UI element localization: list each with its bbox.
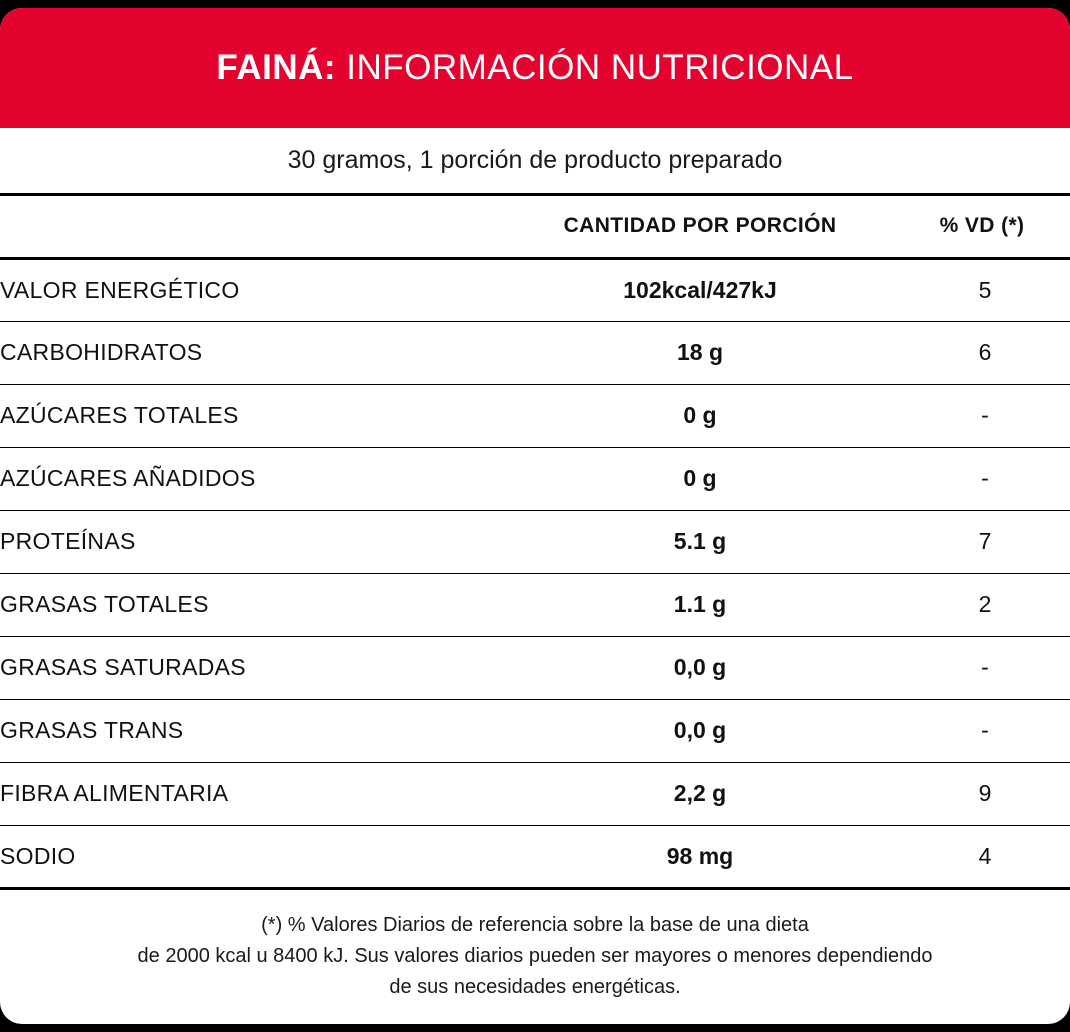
table-row: [0, 321, 1070, 384]
nutrient-name: AZÚCARES AÑADIDOS: [0, 447, 500, 510]
footnote-line-3: de sus necesidades energéticas.: [389, 975, 681, 998]
nutrient-name: FIBRA ALIMENTARIA: [0, 762, 500, 825]
nutrient-daily-value: 5: [900, 258, 1070, 321]
label-header: [0, 8, 1070, 128]
table-row: [0, 573, 1070, 636]
nutrient-daily-value: -: [900, 699, 1070, 762]
nutrient-daily-value: 6: [900, 321, 1070, 384]
nutrient-name: CARBOHIDRATOS: [0, 321, 500, 384]
nutrient-amount: 1.1 g: [500, 573, 900, 636]
serving-size-row: [0, 128, 1070, 196]
table-row: [0, 258, 1070, 321]
table-row: [0, 636, 1070, 699]
nutrient-amount: 2,2 g: [500, 762, 900, 825]
footnote-line-1: (*) % Valores Diarios de referencia sobre la base de una dieta: [261, 913, 809, 936]
nutrition-table-body: [0, 258, 1070, 888]
nutrient-amount: 5.1 g: [500, 510, 900, 573]
nutrient-name: VALOR ENERGÉTICO: [0, 258, 500, 321]
nutrient-amount: 102kcal/427kJ: [500, 258, 900, 321]
table-header-row: [0, 196, 1070, 258]
nutrition-table: [0, 196, 1070, 890]
nutrient-amount: 18 g: [500, 321, 900, 384]
table-row: [0, 762, 1070, 825]
nutrient-name: GRASAS TRANS: [0, 699, 500, 762]
nutrient-name: GRASAS SATURADAS: [0, 636, 500, 699]
nutrient-daily-value: 4: [900, 825, 1070, 888]
column-header-daily-value: % VD (*): [900, 196, 1070, 258]
nutrient-amount: 0,0 g: [500, 636, 900, 699]
header-title: [216, 48, 853, 88]
table-row: [0, 510, 1070, 573]
nutrient-amount: 98 mg: [500, 825, 900, 888]
table-row: [0, 825, 1070, 888]
nutrient-daily-value: -: [900, 384, 1070, 447]
table-row: [0, 447, 1070, 510]
footnote-line-2: de 2000 kcal u 8400 kJ. Sus valores diarios pueden ser mayores o menores dependiendo: [137, 944, 933, 967]
header-subtitle: INFORMACIÓN NUTRICIONAL: [336, 48, 854, 87]
nutrient-daily-value: 7: [900, 510, 1070, 573]
nutrient-name: PROTEÍNAS: [0, 510, 500, 573]
nutrient-daily-value: -: [900, 447, 1070, 510]
footnote: [0, 890, 1070, 1003]
nutrient-amount: 0 g: [500, 447, 900, 510]
nutrient-daily-value: 9: [900, 762, 1070, 825]
column-header-nutrient: [0, 196, 500, 258]
nutrient-daily-value: 2: [900, 573, 1070, 636]
nutrient-name: SODIO: [0, 825, 500, 888]
nutrient-name: GRASAS TOTALES: [0, 573, 500, 636]
serving-size-text: 30 gramos, 1 porción de producto preparado: [287, 146, 783, 174]
table-row: [0, 384, 1070, 447]
nutrition-panel: [0, 8, 1070, 1024]
brand-name: FAINÁ:: [216, 48, 337, 87]
nutrient-amount: 0,0 g: [500, 699, 900, 762]
column-header-amount: CANTIDAD POR PORCIÓN: [500, 196, 900, 258]
nutrient-amount: 0 g: [500, 384, 900, 447]
table-row: [0, 699, 1070, 762]
nutrient-name: AZÚCARES TOTALES: [0, 384, 500, 447]
nutrient-daily-value: -: [900, 636, 1070, 699]
